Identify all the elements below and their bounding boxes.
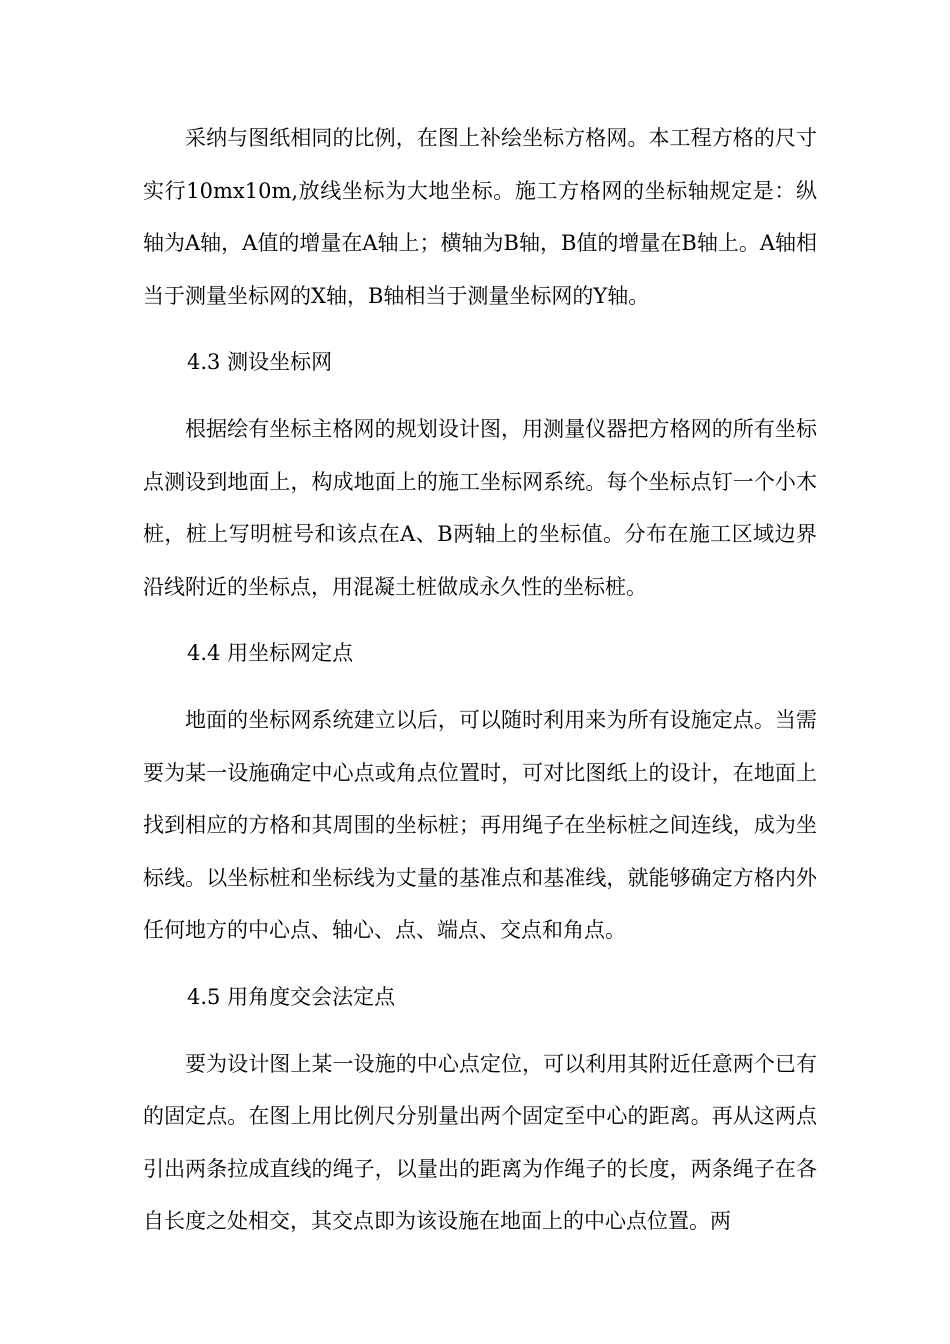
section-heading-4-3: 4.3 测设坐标网 <box>187 350 333 375</box>
spacer <box>143 389 817 403</box>
document-body <box>143 112 817 1248</box>
spacer <box>143 957 817 971</box>
section-heading-4-5: 4.5 用角度交会法定点 <box>187 984 396 1009</box>
paragraph-grid-drawing: 采纳与图纸相同的比例，在图上补绘坐标方格网。本工程方格的尺寸实行10mx10m,放线坐标为大地坐标。施工方格网的坐标轴规定是：纵轴为A轴，A值的增量在A轴上；横轴为B轴，B值的增量在B轴上。A轴相当于测量坐标网的X轴，B轴相当于测量坐标网的Y轴。 <box>143 126 817 308</box>
spacer <box>143 680 817 694</box>
spacer <box>143 322 817 336</box>
spacer <box>143 613 817 627</box>
spacer <box>143 1024 817 1038</box>
paragraph-grid-survey: 根据绘有坐标主格网的规划设计图，用测量仪器把方格网的所有坐标点测设到地面上，构成地面上的施工坐标网系统。每个坐标点钉一个小木桩，桩上写明桩号和该点在A、B两轴上的坐标值。分布在施工区域边界沿线附近的坐标点，用混凝土桩做成永久性的坐标桩。 <box>143 416 817 599</box>
paragraph-grid-positioning: 地面的坐标网系统建立以后，可以随时利用来为所有设施定点。当需要为某一设施确定中心点或角点位置时，可对比图纸上的设计，在地面上找到相应的方格和其周围的坐标桩；再用绳子在坐标桩之间连线，成为坐标线。以坐标桩和坐标线为丈量的基准点和基准线，就能够确定方格内外任何地方的中心点、轴心、点、端点、交点和角点。 <box>143 707 817 943</box>
section-heading-4-4: 4.4 用坐标网定点 <box>187 641 354 666</box>
paragraph-angle-intersection: 要为设计图上某一设施的中心点定位，可以利用其附近任意两个已有的固定点。在图上用比例尺分别量出两个固定至中心的距离。再从这两点引出两条拉成直线的绳子，以量出的距离为作绳子的长度，两条绳子在各自长度之处相交，其交点即为该设施在地面上的中心点位置。两 <box>143 1051 817 1234</box>
